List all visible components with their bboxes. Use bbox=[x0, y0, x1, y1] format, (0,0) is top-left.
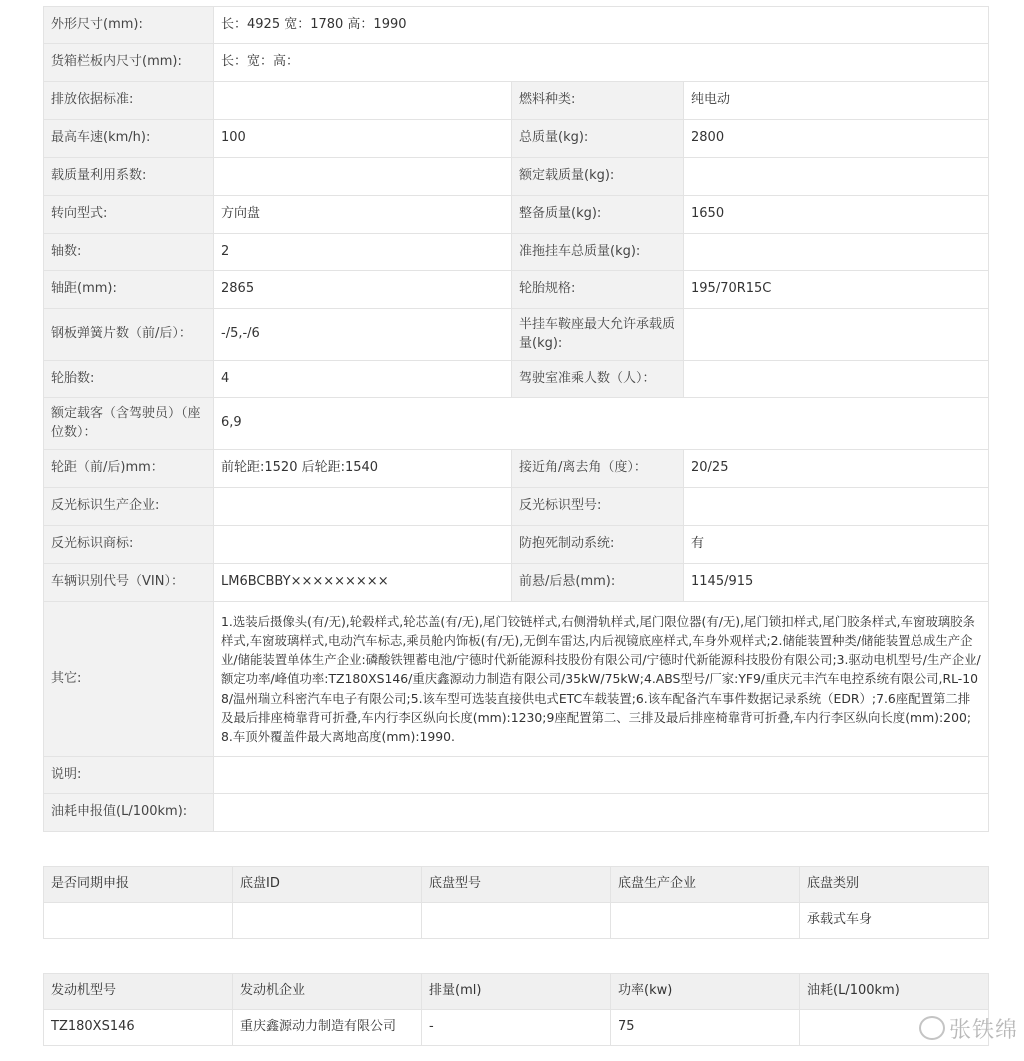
engine-header-cell: 排量(ml) bbox=[422, 974, 611, 1010]
spec-row-note bbox=[44, 757, 989, 794]
fuelcons-label: 油耗申报值(L/100km): bbox=[44, 794, 214, 832]
chassis-header-cell: 底盘型号 bbox=[422, 867, 611, 903]
engine-cell: TZ180XS146 bbox=[44, 1010, 233, 1046]
spec-row bbox=[44, 82, 989, 120]
reflect-company-label: 反光标识生产企业: bbox=[44, 488, 214, 526]
loadcoef-value bbox=[214, 158, 512, 196]
totalmass-value: 2800 bbox=[684, 120, 989, 158]
spec-row bbox=[44, 526, 989, 564]
spec-row bbox=[44, 398, 989, 450]
angle-value: 20/25 bbox=[684, 450, 989, 488]
loadcoef-label: 载质量利用系数: bbox=[44, 158, 214, 196]
trailer-value bbox=[684, 234, 989, 271]
engine-header-cell: 发动机型号 bbox=[44, 974, 233, 1010]
spec-row bbox=[44, 271, 989, 309]
overhang-value: 1145/915 bbox=[684, 564, 989, 602]
saddle-value bbox=[684, 309, 989, 361]
spec-row bbox=[44, 564, 989, 602]
dims-value: 长：4925 宽：1780 高：1990 bbox=[214, 7, 989, 44]
weibo-logo-icon bbox=[919, 1016, 945, 1040]
cab-label: 驾驶室准乘人数（人）： bbox=[512, 361, 684, 398]
curbmass-label: 整备质量(kg): bbox=[512, 196, 684, 234]
spec-row-cargo bbox=[44, 44, 989, 82]
chassis-cell: 承载式车身 bbox=[800, 903, 989, 939]
reflect-model-label: 反光标识型号: bbox=[512, 488, 684, 526]
abs-label: 防抱死制动系统: bbox=[512, 526, 684, 564]
chassis-header-cell: 底盘生产企业 bbox=[611, 867, 800, 903]
cargo-label: 货箱栏板内尺寸(mm): bbox=[44, 44, 214, 82]
tirecount-label: 轮胎数: bbox=[44, 361, 214, 398]
chassis-data-row bbox=[44, 903, 989, 939]
track-value: 前轮距:1520 后轮距:1540 bbox=[214, 450, 512, 488]
chassis-header-cell: 是否同期申报 bbox=[44, 867, 233, 903]
chassis-header-row bbox=[44, 867, 989, 903]
spec-row bbox=[44, 158, 989, 196]
chassis-header-cell: 底盘ID bbox=[233, 867, 422, 903]
engine-header-cell: 发动机企业 bbox=[233, 974, 422, 1010]
chassis-cell bbox=[233, 903, 422, 939]
saddle-label: 半挂车鞍座最大允许承载质量(kg): bbox=[512, 309, 684, 361]
reflect-company-value bbox=[214, 488, 512, 526]
tire-label: 轮胎规格: bbox=[512, 271, 684, 309]
tirecount-value: 4 bbox=[214, 361, 512, 398]
angle-label: 接近角/离去角（度）： bbox=[512, 450, 684, 488]
other-label: 其它: bbox=[44, 602, 214, 757]
chassis-table bbox=[43, 866, 989, 939]
curbmass-value: 1650 bbox=[684, 196, 989, 234]
wheelbase-value: 2865 bbox=[214, 271, 512, 309]
tire-value: 195/70R15C bbox=[684, 271, 989, 309]
reflect-brand-label: 反光标识商标: bbox=[44, 526, 214, 564]
emission-label: 排放依据标准: bbox=[44, 82, 214, 120]
spec-row-dimensions bbox=[44, 7, 989, 44]
chassis-cell bbox=[611, 903, 800, 939]
ratedload-value bbox=[684, 158, 989, 196]
chassis-cell bbox=[422, 903, 611, 939]
cab-value bbox=[684, 361, 989, 398]
engine-cell: 重庆鑫源动力制造有限公司 bbox=[233, 1010, 422, 1046]
vehicle-spec-table bbox=[43, 6, 989, 832]
track-label: 轮距（前/后)mm： bbox=[44, 450, 214, 488]
vin-value: LM6BCBBY××××××××× bbox=[214, 564, 512, 602]
leaf-value: -/5,-/6 bbox=[214, 309, 512, 361]
abs-value: 有 bbox=[684, 526, 989, 564]
note-value bbox=[214, 757, 989, 794]
cargo-value: 长：宽：高： bbox=[214, 44, 989, 82]
totalmass-label: 总质量(kg): bbox=[512, 120, 684, 158]
watermark bbox=[919, 1013, 1018, 1044]
spec-row bbox=[44, 309, 989, 361]
spec-row bbox=[44, 450, 989, 488]
spec-row-fuel-consumption bbox=[44, 794, 989, 832]
axles-label: 轴数: bbox=[44, 234, 214, 271]
spec-row bbox=[44, 361, 989, 398]
overhang-label: 前悬/后悬(mm): bbox=[512, 564, 684, 602]
ratedload-label: 额定载质量(kg): bbox=[512, 158, 684, 196]
spec-row bbox=[44, 196, 989, 234]
emission-value bbox=[214, 82, 512, 120]
spec-row bbox=[44, 488, 989, 526]
watermark-text: 张铁绵 bbox=[948, 1018, 1018, 1043]
steering-label: 转向型式: bbox=[44, 196, 214, 234]
engine-table bbox=[43, 973, 989, 1046]
chassis-header-cell: 底盘类别 bbox=[800, 867, 989, 903]
fuel-label: 燃料种类: bbox=[512, 82, 684, 120]
wheelbase-label: 轴距(mm): bbox=[44, 271, 214, 309]
spec-row-other bbox=[44, 602, 989, 757]
maxspeed-label: 最高车速(km/h): bbox=[44, 120, 214, 158]
reflect-model-value bbox=[684, 488, 989, 526]
note-label: 说明: bbox=[44, 757, 214, 794]
leaf-label: 钢板弹簧片数（前/后）： bbox=[44, 309, 214, 361]
engine-cell: 75 bbox=[611, 1010, 800, 1046]
maxspeed-value: 100 bbox=[214, 120, 512, 158]
fuelcons-value bbox=[214, 794, 989, 832]
spec-row bbox=[44, 234, 989, 271]
chassis-cell bbox=[44, 903, 233, 939]
engine-data-row bbox=[44, 1010, 989, 1046]
spec-row bbox=[44, 120, 989, 158]
axles-value: 2 bbox=[214, 234, 512, 271]
other-value: 1.选装后摄像头(有/无),轮毂样式,轮芯盖(有/无),尾门铰链样式,右侧滑轨样式,尾门限位器(有/无),尾门锁扣样式,尾门胶条样式,车窗玻璃胶条样式,车窗玻璃样式,电动汽车标志,乘员舱内饰板(有/无),无倒车雷达,内后视镜底座样式,车身外观样式;2.储能装置种类/储能装置总成生产企业/储能装置单体生产企业:磷酸铁锂蓄电池/宁德时代新能源科技股份有限公司/宁德时代新能源科技股份有限公司;3.驱动电机型号/生产企业/额定功率/峰值功率:TZ180XS146/重庆鑫源动力制造有限公司/35kW/75kW;4.ABS型号/厂家:YF9/重庆元丰汽车电控系统有限公司,RL-108/温州瑞立科密汽车电子有限公司;5.该车型可选装直接供电式ETC车载装置;6.该车配备汽车事件数据记录系统（EDR）;7.6座配置第二排及最后排座椅靠背可折叠,车内行李区纵向长度(mm):1230;9座配置第二、三排及最后排座椅靠背可折叠,车内行李区纵向长度(mm):200;8.车顶外覆盖件最大离地高度(mm):1990. bbox=[214, 602, 989, 757]
reflect-brand-value bbox=[214, 526, 512, 564]
vin-label: 车辆识别代号（VIN）： bbox=[44, 564, 214, 602]
engine-header-cell: 油耗(L/100km) bbox=[800, 974, 989, 1010]
engine-cell: - bbox=[422, 1010, 611, 1046]
engine-header-row bbox=[44, 974, 989, 1010]
fuel-value: 纯电动 bbox=[684, 82, 989, 120]
engine-header-cell: 功率(kw) bbox=[611, 974, 800, 1010]
steering-value: 方向盘 bbox=[214, 196, 512, 234]
seats-label: 额定载客（含驾驶员）（座位数）： bbox=[44, 398, 214, 450]
seats-value: 6,9 bbox=[214, 398, 989, 450]
trailer-label: 准拖挂车总质量(kg): bbox=[512, 234, 684, 271]
dims-label: 外形尺寸(mm): bbox=[44, 7, 214, 44]
